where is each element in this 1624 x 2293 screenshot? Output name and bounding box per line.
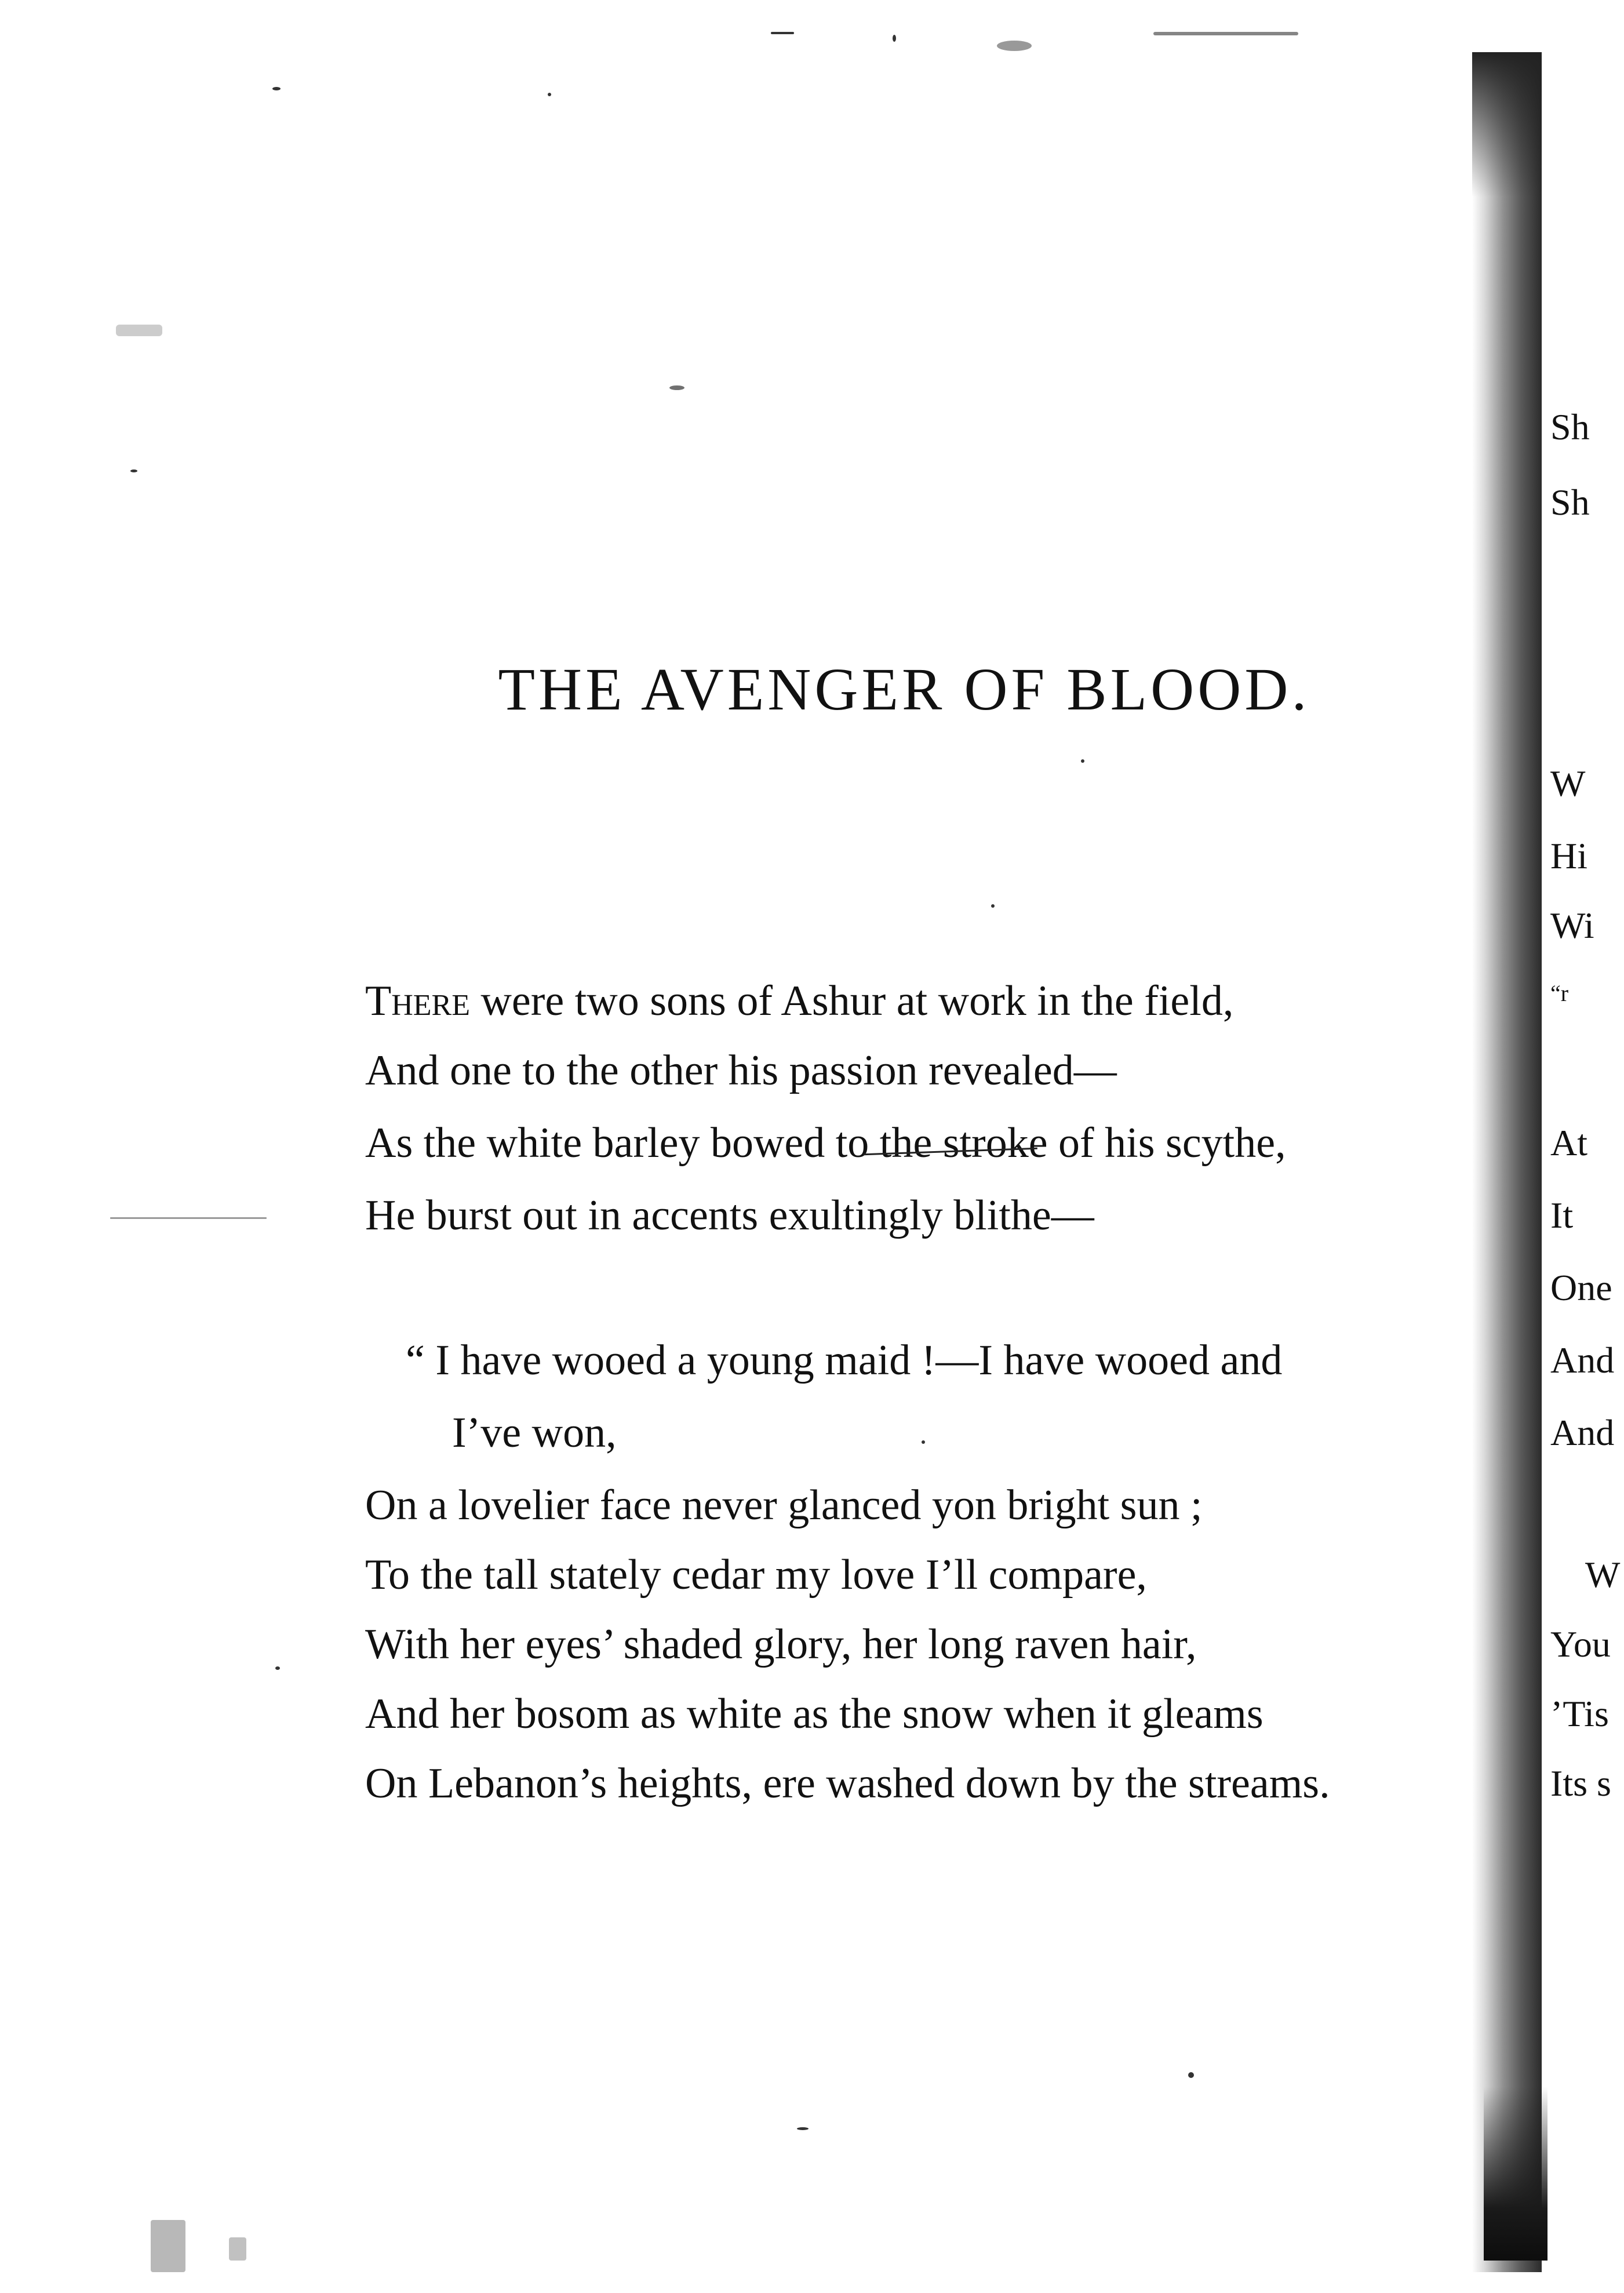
speck: [229, 2237, 246, 2261]
stanza1-line1-rest: were two sons of Ashur at work in the field,: [469, 977, 1234, 1025]
speck: [669, 385, 684, 390]
facing-line: Its s: [1550, 1763, 1611, 1804]
stanza2-line2: On a lovelier face never glanced yon bright sun ;: [365, 1482, 1203, 1529]
facing-line: W: [1550, 763, 1586, 804]
speck: [797, 2127, 809, 2130]
page-title: THE AVENGER OF BLOOD.: [498, 656, 1310, 723]
speck: [116, 325, 162, 336]
speck: [997, 41, 1032, 51]
stanza1-first-word: There: [365, 977, 470, 1025]
facing-line: It: [1550, 1195, 1574, 1236]
binding-shadow: [1472, 52, 1542, 2272]
facing-line: Hi: [1550, 835, 1587, 876]
facing-line: And: [1550, 1412, 1615, 1453]
speck: [991, 904, 995, 908]
speck: [110, 1217, 267, 1219]
speck: [1081, 759, 1084, 763]
stanza2-line1: “ I have wooed a young maid !—I have wooed and: [406, 1337, 1283, 1384]
facing-line: W: [1585, 1554, 1621, 1595]
facing-line: Wi: [1550, 905, 1594, 946]
stanza2-line4: With her eyes’ shaded glory, her long raven hair,: [365, 1621, 1197, 1668]
stanza1-line4: He burst out in accents exultingly blithe—: [365, 1192, 1094, 1239]
facing-line: Sh: [1550, 406, 1590, 447]
speck: [922, 1440, 925, 1444]
stanza1-line2: And one to the other his passion revealed—: [365, 1047, 1117, 1094]
facing-line: And: [1550, 1340, 1615, 1381]
speck: [151, 2220, 185, 2272]
speck: [771, 32, 794, 34]
facing-line: One: [1550, 1267, 1612, 1308]
speck: [272, 87, 281, 90]
facing-line: You: [1550, 1624, 1611, 1665]
stanza2-line1-cont: I’ve won,: [452, 1409, 617, 1457]
stanza1-line1: [365, 977, 1234, 1025]
speck: [893, 35, 896, 42]
facing-line: Sh: [1550, 482, 1590, 523]
speck: [1153, 32, 1298, 35]
speck: [275, 1666, 280, 1670]
binding-shadow-bottom: [1484, 2087, 1547, 2261]
speck: [548, 93, 551, 96]
facing-line: ’Tis: [1550, 1693, 1609, 1734]
stanza2-line6: On Lebanon’s heights, ere washed down by the streams.: [365, 1760, 1330, 1807]
stanza2-line3: To the tall stately cedar my love I’ll compare,: [365, 1551, 1147, 1599]
facing-line: “r: [1550, 980, 1569, 1006]
facing-line: At: [1550, 1122, 1587, 1163]
speck: [130, 469, 137, 472]
binding-shadow-top: [1472, 52, 1542, 197]
speck: [1188, 2072, 1194, 2078]
stanza1-line3: As the white barley bowed to the stroke of his scythe,: [365, 1119, 1286, 1167]
stanza2-line5: And her bosom as white as the snow when it gleams: [365, 1690, 1263, 1738]
facing-page-edge: [1545, 0, 1624, 2293]
